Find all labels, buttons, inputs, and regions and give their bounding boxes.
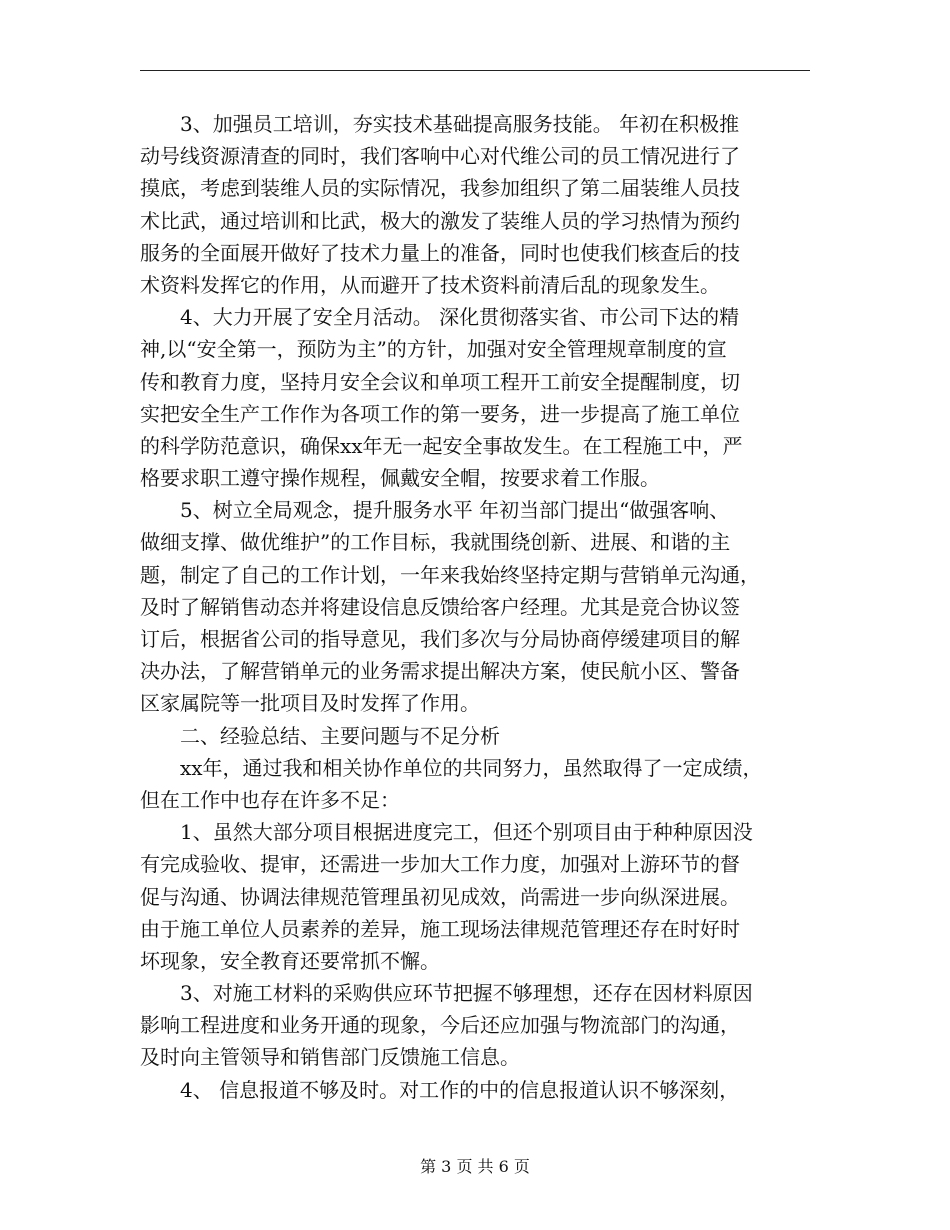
page-number-footer: 第 3 页 共 6 页 xyxy=(420,1157,530,1176)
paragraph xyxy=(140,752,812,816)
text-line: 决办法，了解营销单元的业务需求提出解决方案，使民航小区、警备 xyxy=(140,659,740,684)
text-line: 由于施工单位人员素养的差异，施工现场法律规范管理还存在时好时 xyxy=(140,916,740,941)
text-line: 做细支撑、做优维护”的工作目标，我就围绕创新、进展、和谐的主 xyxy=(140,530,731,555)
paragraph xyxy=(140,816,812,977)
text-line: 影响工程进度和业务开通的现象，今后还应加强与物流部门的沟通， xyxy=(140,1013,740,1038)
text-line: 题，制定了自己的工作计划，一年来我始终坚持定期与营销单元沟通， xyxy=(140,562,760,587)
text-line: 传和教育力度，坚持月安全会议和单项工程开工前安全提醒制度，切 xyxy=(140,369,740,394)
text-line: 及时向主管领导和销售部门反馈施工信息。 xyxy=(140,1045,520,1070)
text-line: 订后，根据省公司的指导意见，我们多次与分局协商停缓建项目的解 xyxy=(140,627,740,651)
text-line: 动号线资源清查的同时，我们客响中心对代维公司的员工情况进行了 xyxy=(140,144,740,169)
text-line: 3、对施工材料的采购供应环节把握不够理想，还存在因材料原因 xyxy=(180,981,753,1006)
paragraph xyxy=(140,494,812,719)
text-line: 格要求职工遵守操作规程，佩戴安全帽，按要求着工作服。 xyxy=(140,466,660,491)
paragraph xyxy=(140,1074,812,1106)
text-line: 二、经验总结、主要问题与不足分析 xyxy=(180,723,500,748)
paragraph xyxy=(140,108,812,301)
page-body xyxy=(140,108,812,1106)
text-line: 术资料发挥它的作用，从而避开了技术资料前清后乱的现象发生。 xyxy=(140,272,720,297)
text-line: 摸底，考虑到装维人员的实际情况，我参加组织了第二届装维人员技 xyxy=(140,176,740,201)
text-line: 的科学防范意识，确保xx年无一起安全事故发生。在工程施工中，严 xyxy=(140,433,743,458)
text-line: 4、 信息报道不够及时。对工作的中的信息报道认识不够深刻， xyxy=(180,1077,740,1102)
text-line: 有完成验收、提审，还需进一步加大工作力度，加强对上游环节的督 xyxy=(140,852,740,877)
text-line: 促与沟通、协调法律规范管理虽初见成效，尚需进一步向纵深进展。 xyxy=(140,884,740,909)
text-line: 服务的全面展开做好了技术力量上的准备，同时也使我们核查后的技 xyxy=(140,240,740,265)
text-line: 实把安全生产工作作为各项工作的第一要务，进一步提高了施工单位 xyxy=(140,401,740,426)
text-line: 术比武，通过培训和比武，极大的激发了装维人员的学习热情为预约 xyxy=(140,208,740,233)
text-line: 及时了解销售动态并将建设信息反馈给客户经理。尤其是竞合协议签 xyxy=(140,594,740,619)
text-line: 但在工作中也存在许多不足： xyxy=(140,787,400,812)
paragraph xyxy=(140,720,812,752)
text-line: 5、树立全局观念，提升服务水平 年初当部门提出“做强客响、 xyxy=(180,498,730,523)
paragraph xyxy=(140,301,812,494)
text-line: 坏现象，安全教育还要常抓不懈。 xyxy=(140,948,440,973)
text-line: 区家属院等一批项目及时发挥了作用。 xyxy=(140,691,480,716)
header-rule xyxy=(140,70,810,71)
text-line: 1、虽然大部分项目根据进度完工，但还个别项目由于种种原因没 xyxy=(180,820,753,845)
text-line: xx年，通过我和相关协作单位的共同努力，虽然取得了一定成绩， xyxy=(180,755,763,780)
text-line: 3、加强员工培训，夯实技术基础提高服务技能。 年初在积极推 xyxy=(180,112,740,136)
text-line: 神,以“安全第一，预防为主”的方针，加强对安全管理规章制度的宣 xyxy=(140,337,727,362)
text-line: 4、大力开展了安全月活动。 深化贯彻落实省、市公司下达的精 xyxy=(180,305,740,330)
paragraph xyxy=(140,977,812,1074)
